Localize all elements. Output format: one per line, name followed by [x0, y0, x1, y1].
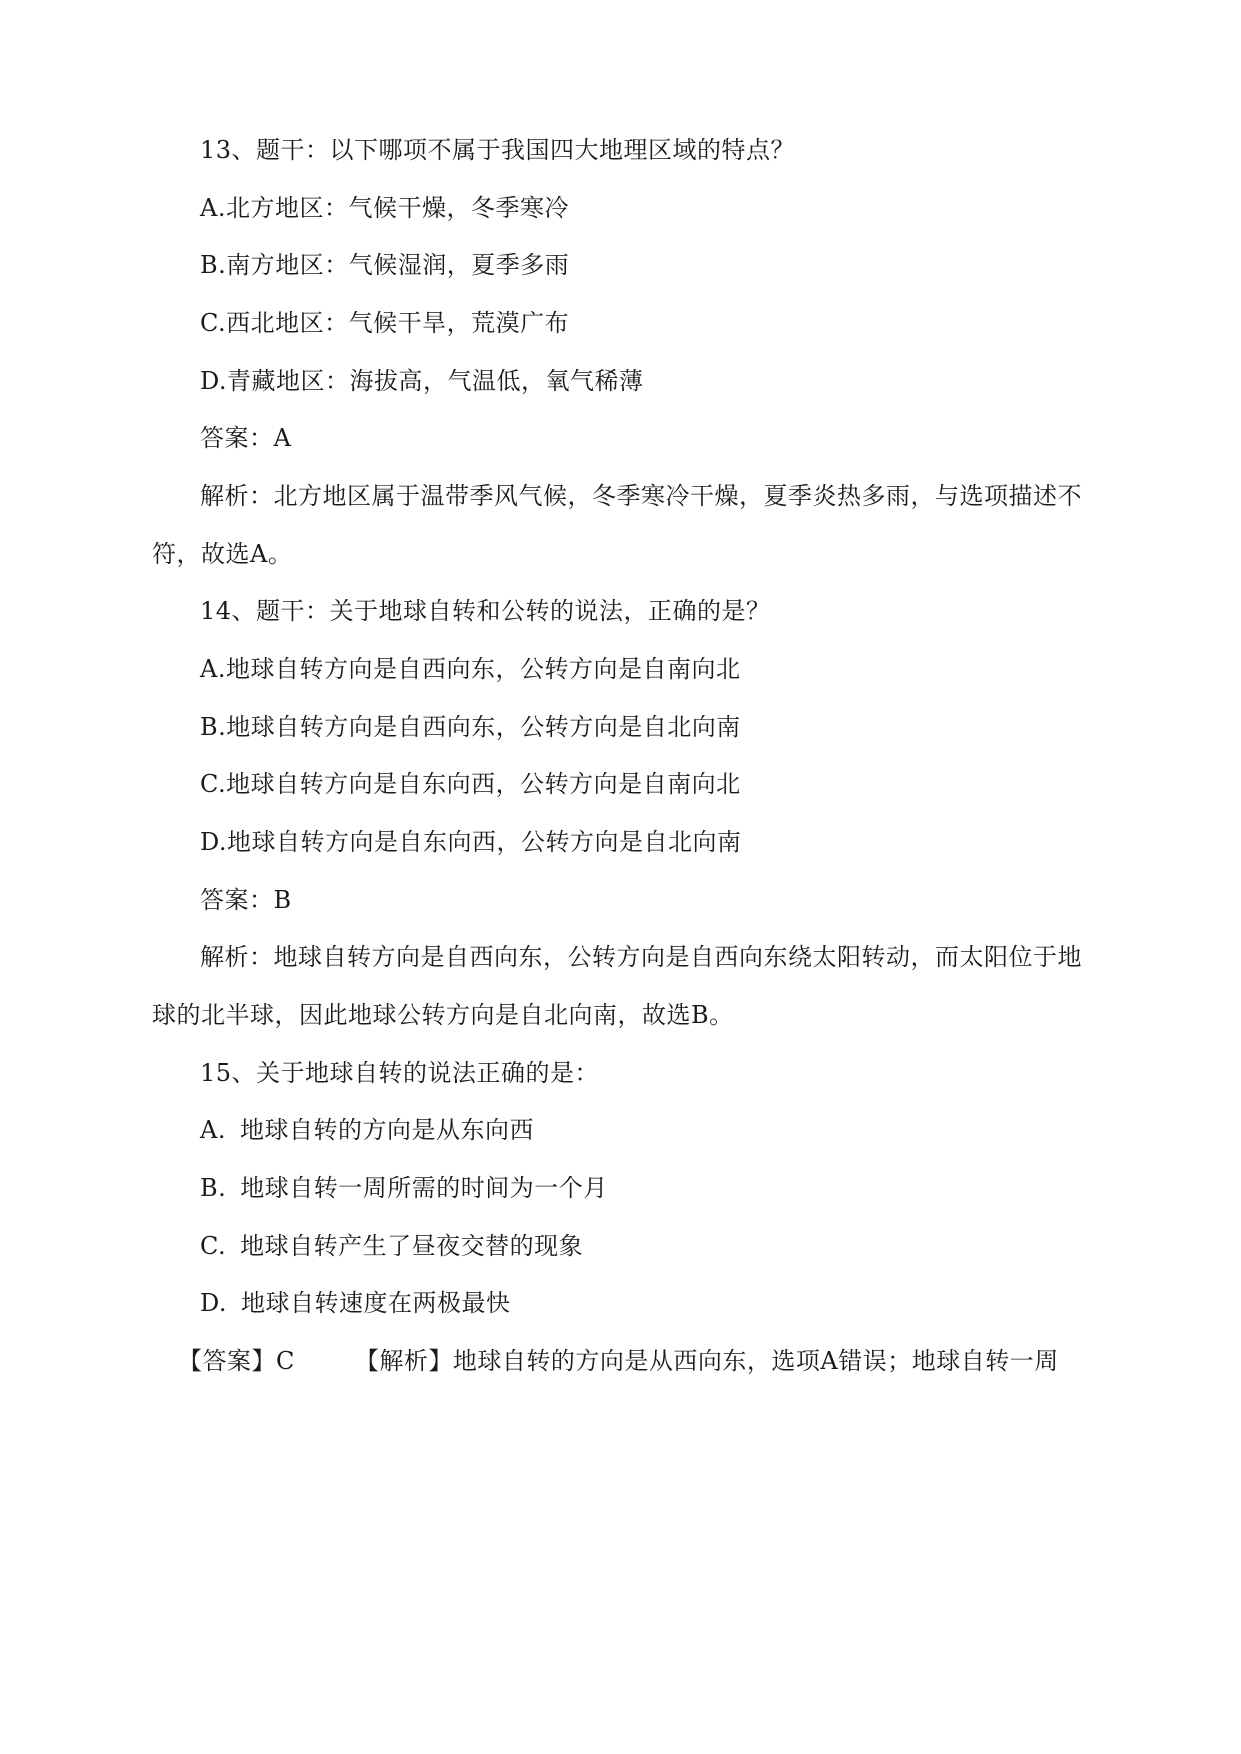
q15-analysis: 【解析】地球自转的方向是从西向东，选项A错误；地球自转一周 [354, 1347, 1059, 1375]
q14-analysis-line2: 球的北半球，因此地球公转方向是自北向南，故选B。 [152, 1001, 734, 1029]
q15-answer-analysis-line [178, 1345, 1059, 1377]
q15-option-a-text: 地球自转的方向是从东向西 [239, 1116, 534, 1144]
q13-option-c: C.西北地区：气候干旱，荒漠广布 [200, 309, 570, 337]
q14-answer: 答案：B [200, 886, 292, 914]
q13-analysis-line2: 符，故选A。 [152, 540, 293, 568]
q14-stem: 14、题干：关于地球自转和公转的说法，正确的是？ [200, 597, 771, 625]
q13-stem: 13、题干：以下哪项不属于我国四大地理区域的特点？ [200, 136, 796, 164]
q15-option-a [200, 1114, 534, 1146]
q15-option-b-text: 地球自转一周所需的时间为一个月 [240, 1174, 608, 1202]
q14-option-a: A.地球自转方向是自西向东，公转方向是自南向北 [200, 655, 741, 683]
q13-answer: 答案：A [200, 424, 292, 452]
q14-option-d: D.地球自转方向是自东向西，公转方向是自北向南 [200, 828, 742, 856]
q14-option-b: B.地球自转方向是自西向东，公转方向是自北向南 [200, 713, 741, 741]
q15-option-c-text: 地球自转产生了昼夜交替的现象 [240, 1232, 584, 1260]
q15-option-c-letter: C. [200, 1232, 227, 1260]
q13-option-b: B.南方地区：气候湿润，夏季多雨 [200, 251, 570, 279]
q14-analysis-line1: 解析：地球自转方向是自西向东，公转方向是自西向东绕太阳转动，而太阳位于地 [200, 943, 1082, 971]
q14-option-c: C.地球自转方向是自东向西，公转方向是自南向北 [200, 770, 741, 798]
q13-option-d: D.青藏地区：海拔高，气温低，氧气稀薄 [200, 367, 644, 395]
q15-answer: 【答案】C [178, 1347, 295, 1375]
q15-option-a-letter: A. [200, 1116, 226, 1144]
q15-option-b [200, 1172, 608, 1204]
q15-option-d [200, 1287, 511, 1319]
q15-option-b-letter: B. [200, 1174, 227, 1202]
q13-analysis-line1: 解析：北方地区属于温带季风气候，冬季寒冷干燥，夏季炎热多雨，与选项描述不 [200, 482, 1082, 510]
q15-option-d-text: 地球自转速度在两极最快 [241, 1289, 511, 1317]
q15-stem: 15、关于地球自转的说法正确的是： [200, 1059, 600, 1087]
q13-option-a: A.北方地区：气候干燥，冬季寒冷 [200, 194, 569, 222]
q15-option-c [200, 1230, 583, 1262]
q15-option-d-letter: D. [200, 1289, 228, 1317]
